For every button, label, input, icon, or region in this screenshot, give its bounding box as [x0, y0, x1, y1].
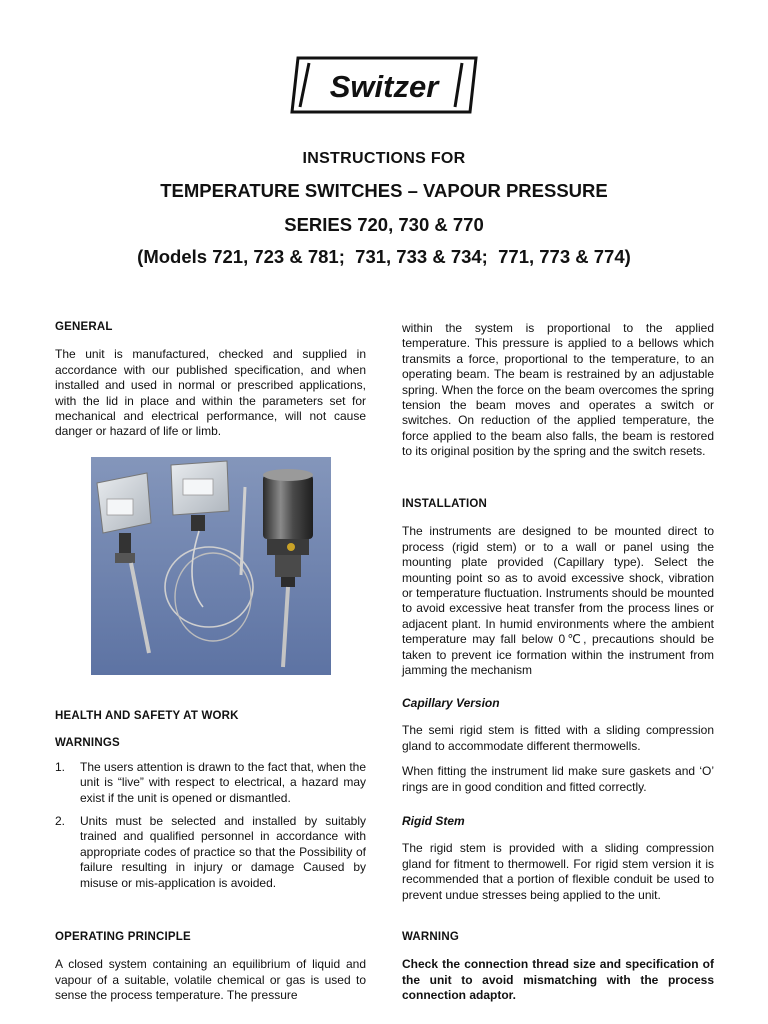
- list-item: [55, 814, 366, 891]
- list-item-text: Units must be selected and installed by suitably trained and qualified personnel in accordance with appropriate codes of practice so that the Possibility of failure resulting in injury or damage Caused by misuse or mis-application is avoided.: [80, 814, 366, 890]
- operating-principle-body: A closed system containing an equilibrium of liquid and vapour of a suitable, volatile chemical or gas is used to sense the process temperature. The pressure: [55, 957, 366, 1003]
- warnings-list: [55, 760, 366, 891]
- document-title-models: (Models 721, 723 & 781; 731, 733 & 734; 771, 773 & 774): [137, 246, 631, 267]
- rigid-stem-section: [402, 814, 714, 903]
- warning-section: [402, 930, 714, 1004]
- general-body: The unit is manufactured, checked and supplied in accordance with our published specification, and when installed and used in normal or prescribed applications, with the lid in place and within the parameters set for mechanical and electrical performance, will not cause danger or hazard of life or limb.: [55, 347, 366, 439]
- product-photo: [91, 457, 331, 675]
- installation-heading: INSTALLATION: [402, 498, 488, 510]
- document-title-line-1: INSTRUCTIONS FOR: [302, 150, 466, 167]
- capillary-version-section: [402, 696, 714, 795]
- installation-body: The instruments are designed to be mounted direct to process (rigid stem) or to a wall or panel using the mounting plate provided (Capillary type). Select the mounting point so as to avoid excessive shock, vibration or temperature fluctuation. Instruments should be mounted to avoid excessive heat transfer from the process lines or adjacent plant. In humid environments where the ambient temperature may fall below 0℃, precautions should be taken to prevent ice formation within the instrument from jamming the mechanism: [402, 524, 714, 678]
- operating-principle-section: [55, 930, 366, 1004]
- rigid-stem-body: The rigid stem is provided with a sliding compression gland for fitment to thermowell. For rigid stem version it is recommended that a portion of flexible conduit be used to prevent undue stresses being applied to the unit.: [402, 841, 714, 902]
- operating-principle-heading: OPERATING PRINCIPLE: [55, 931, 191, 943]
- general-section: [55, 320, 366, 440]
- health-safety-section: [55, 709, 366, 899]
- warning-body: Check the connection thread size and specification of the unit to avoid mismatching with the process connection adaptor.: [402, 957, 714, 1003]
- warnings-heading: WARNINGS: [55, 737, 120, 750]
- installation-section: [402, 497, 714, 678]
- general-heading: GENERAL: [55, 321, 113, 333]
- logo-text: Switzer: [329, 69, 439, 104]
- switzer-logo: [288, 54, 480, 116]
- health-safety-heading: HEALTH AND SAFETY AT WORK: [55, 710, 239, 722]
- capillary-version-body-1: The semi rigid stem is fitted with a sliding compression gland to accommodate different thermowells.: [402, 723, 714, 753]
- list-item-number: 2.: [55, 814, 66, 829]
- operating-principle-continued: [402, 321, 714, 460]
- document-title-line-2: TEMPERATURE SWITCHES – VAPOUR PRESSURE: [160, 180, 608, 201]
- operating-principle-body-continued: within the system is proportional to the applied temperature. This pressure is applied to a bellows which transmits a force, proportional to the temperature, to an operating beam. The beam is restrained by an adjustable spring. When the force on the beam overcomes the spring tension the beam moves and operates a switch or switches. On reduction of the applied temperature, the force applied to the beam also falls, the beam is restored to its original position by the spring and the switch resets.: [402, 321, 714, 459]
- list-item-number: 1.: [55, 759, 66, 774]
- capillary-version-body-2: When fitting the instrument lid make sure gaskets and ‘O’ rings are in good condition and fitted correctly.: [402, 764, 714, 794]
- rigid-stem-heading: Rigid Stem: [402, 814, 465, 828]
- list-item: [55, 760, 366, 806]
- document-title-series: SERIES 720, 730 & 770: [284, 214, 484, 235]
- capillary-version-heading: Capillary Version: [402, 696, 500, 710]
- warning-heading: WARNING: [402, 931, 459, 943]
- list-item-text: The users attention is drawn to the fact that, when the unit is “live” with respect to electrical, a hazard may exist if the unit is opened or dismantled.: [80, 759, 366, 805]
